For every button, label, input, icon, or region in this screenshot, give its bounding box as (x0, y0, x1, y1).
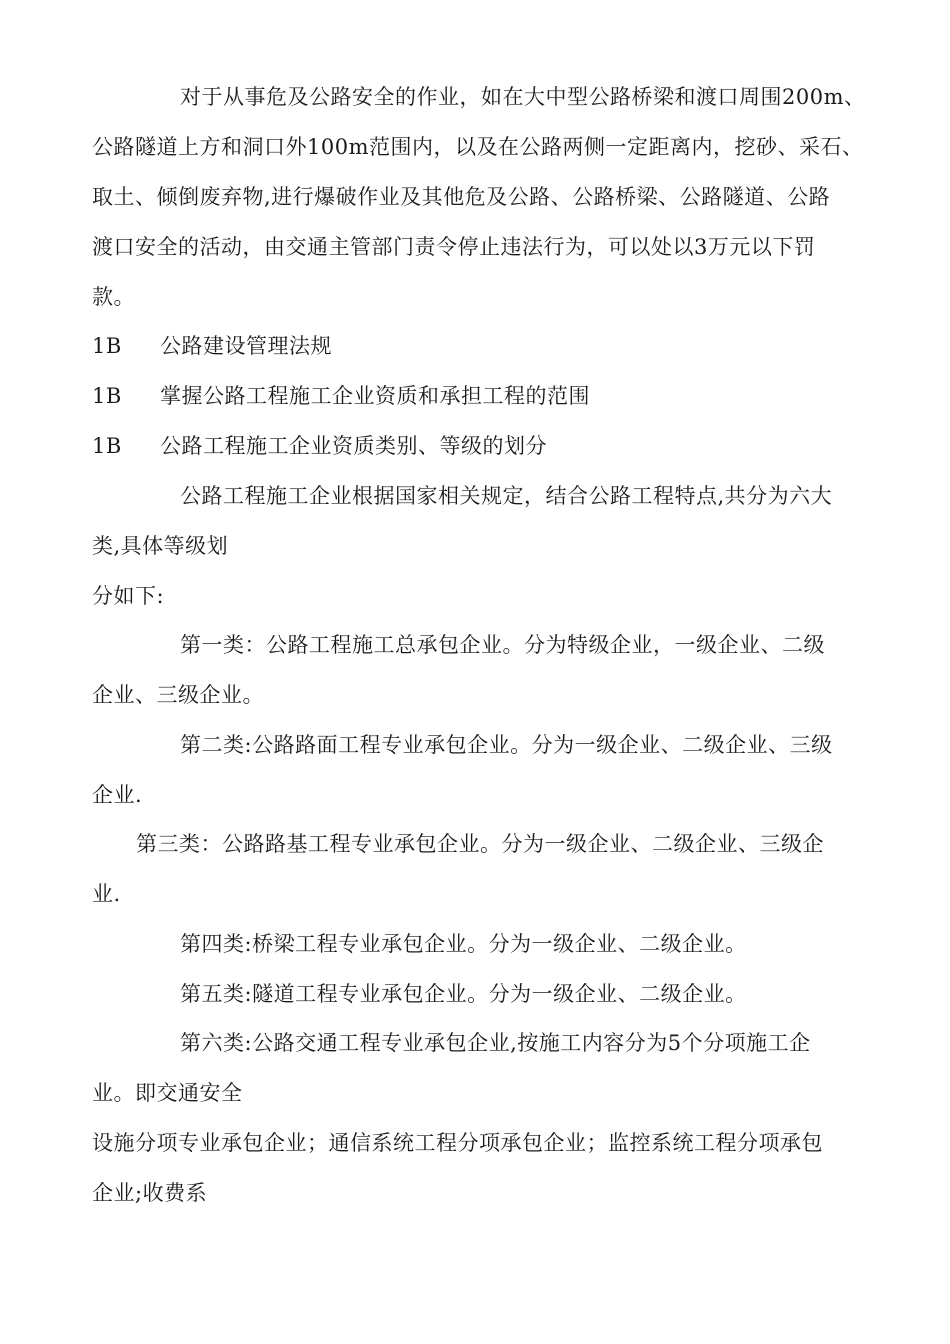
heading-title: 公路工程施工企业资质类别、等级的划分 (160, 434, 547, 458)
heading-code: 1B (92, 334, 122, 358)
paragraph-line: 第六类:公路交通工程专业承包企业,按施工内容分为5个分项施工企 (180, 1031, 811, 1055)
paragraph-line: 类,具体等级划 (92, 534, 229, 558)
heading-title: 公路建设管理法规 (160, 334, 332, 358)
paragraph-line: 取土、倾倒废弃物,进行爆破作业及其他危及公路、公路桥梁、公路隧道、公路 (92, 185, 831, 209)
heading-code: 1B (92, 434, 122, 458)
paragraph-line: 第四类:桥梁工程专业承包企业。分为一级企业、二级企业。 (180, 932, 747, 956)
paragraph-line: 企业. (92, 783, 143, 807)
paragraph-line: 渡口安全的活动，由交通主管部门责令停止违法行为，可以处以3万元以下罚 (92, 235, 816, 259)
paragraph-line: 第二类:公路路面工程专业承包企业。分为一级企业、二级企业、三级 (180, 733, 833, 757)
heading-title: 掌握公路工程施工企业资质和承担工程的范围 (160, 384, 590, 408)
section-heading (92, 433, 547, 459)
section-heading (92, 383, 590, 409)
paragraph-line: 业. (92, 882, 121, 906)
paragraph-line: 款。 (92, 285, 135, 309)
paragraph-line: 对于从事危及公路安全的作业，如在大中型公路桥梁和渡口周围200m、 (180, 85, 866, 109)
paragraph-line: 业。即交通安全 (92, 1081, 243, 1105)
paragraph-line: 第三类：公路路基工程专业承包企业。分为一级企业、二级企业、三级企 (136, 832, 824, 856)
paragraph-line: 企业;收费系 (92, 1181, 208, 1205)
paragraph-line: 企业、三级企业。 (92, 683, 264, 707)
section-heading (92, 333, 332, 359)
paragraph-line: 分如下: (92, 584, 165, 608)
paragraph-line: 第一类：公路工程施工总承包企业。分为特级企业，一级企业、二级 (180, 633, 825, 657)
paragraph-line: 公路隧道上方和洞口外100m范围内，以及在公路两侧一定距离内，挖砂、采石、 (92, 135, 864, 159)
paragraph-line: 第五类:隧道工程专业承包企业。分为一级企业、二级企业。 (180, 982, 747, 1006)
paragraph-line: 设施分项专业承包企业；通信系统工程分项承包企业；监控系统工程分项承包 (92, 1131, 823, 1155)
paragraph-line: 公路工程施工企业根据国家相关规定，结合公路工程特点,共分为六大 (180, 484, 833, 508)
heading-code: 1B (92, 384, 122, 408)
